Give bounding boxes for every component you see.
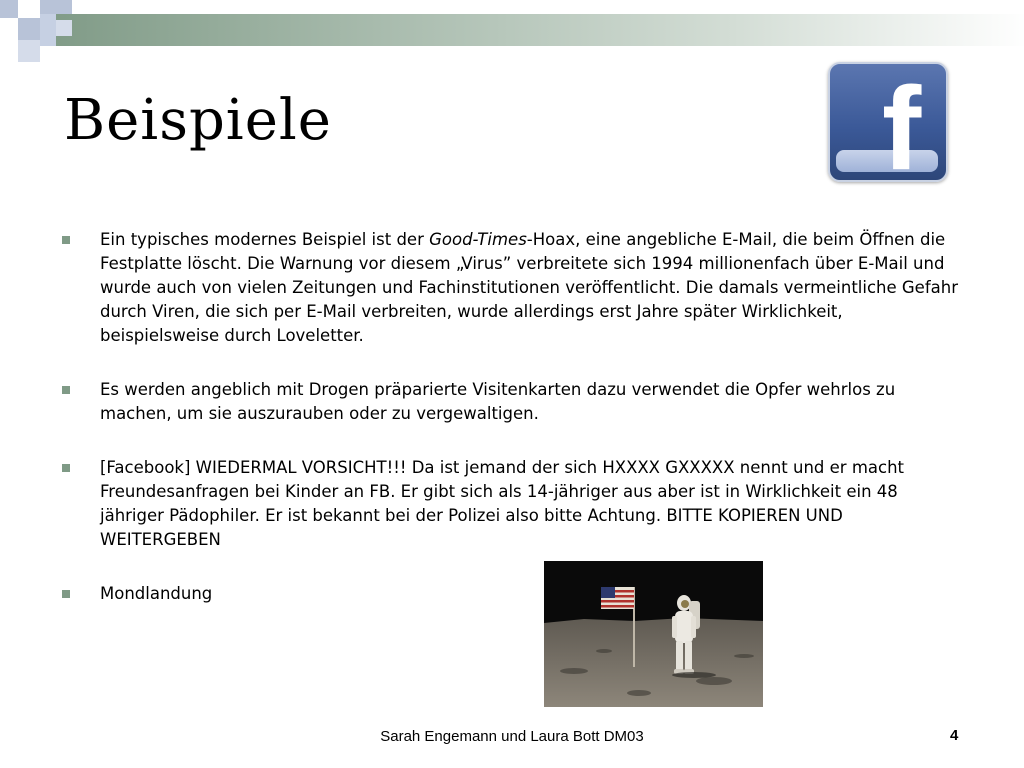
decor-square — [40, 14, 56, 46]
bullet-text: Es werden angeblich mit Drogen präparierte Visitenkarten dazu verwendet die Opfer wehrlos zu machen, um sie auszurauben oder zu vergewaltigen. — [100, 380, 896, 423]
facebook-f-glyph: f — [882, 63, 922, 182]
bullet-text: [Facebook] WIEDERMAL VORSICHT!!! Da ist jemand der sich HXXXX GXXXXX nennt und er macht Freundesanfragen bei Kinder an FB. Er gibt sich als 14-jähriger aus aber ist in Wirklichkeit ein 48 jähriger Pädophiler. Er ist bekannt bei der Polizei also bitte Achtung. BITTE KOPIEREN UND WEITERGEBEN — [100, 458, 905, 549]
bullet-square-icon — [62, 590, 70, 598]
decor-square — [18, 18, 40, 40]
page-number: 4 — [950, 727, 959, 744]
bullet-text-italic: Good-Times — [429, 230, 527, 249]
slide-title: Beispiele — [64, 88, 332, 153]
bullet-list — [62, 228, 962, 636]
moon-landing-illustration — [544, 561, 763, 707]
bullet-square-icon — [62, 386, 70, 394]
decor-square — [18, 40, 40, 62]
bullet-text-part: -Hoax, eine angebliche E-Mail, die beim Öffnen die Festplatte löscht. Die Warnung vor diesem „Virus” verbreitete sich 1994 millionenfach über E-Mail und wurde auch von vielen Zeitungen und Fachinstitutionen veröffentlicht. Die damals vermeintliche Gefahr durch Viren, die sich per E-Mail verbreiten, wurde allerdings erst Jahre später Wirklichkeit, beispielsweise durch Loveletter. — [100, 230, 958, 345]
bullet-text — [100, 230, 958, 345]
decor-square — [56, 20, 72, 36]
decor-square — [0, 0, 18, 18]
bullet-item — [62, 228, 962, 348]
facebook-logo-icon — [828, 62, 948, 182]
slide-footer: Sarah Engemann und Laura Bott DM03 — [380, 728, 644, 745]
bullet-item — [62, 378, 962, 426]
bullet-item — [62, 456, 962, 552]
bullet-square-icon — [62, 464, 70, 472]
moon-landing-photo — [544, 561, 763, 707]
bullet-item — [62, 582, 962, 606]
decor-square — [0, 18, 18, 36]
decor-square — [40, 0, 72, 14]
bullet-text: Mondlandung — [100, 584, 213, 603]
header-gradient-bar — [40, 14, 1024, 46]
bullet-text-part: Ein typisches modernes Beispiel ist der — [100, 230, 430, 249]
bullet-square-icon — [62, 236, 70, 244]
